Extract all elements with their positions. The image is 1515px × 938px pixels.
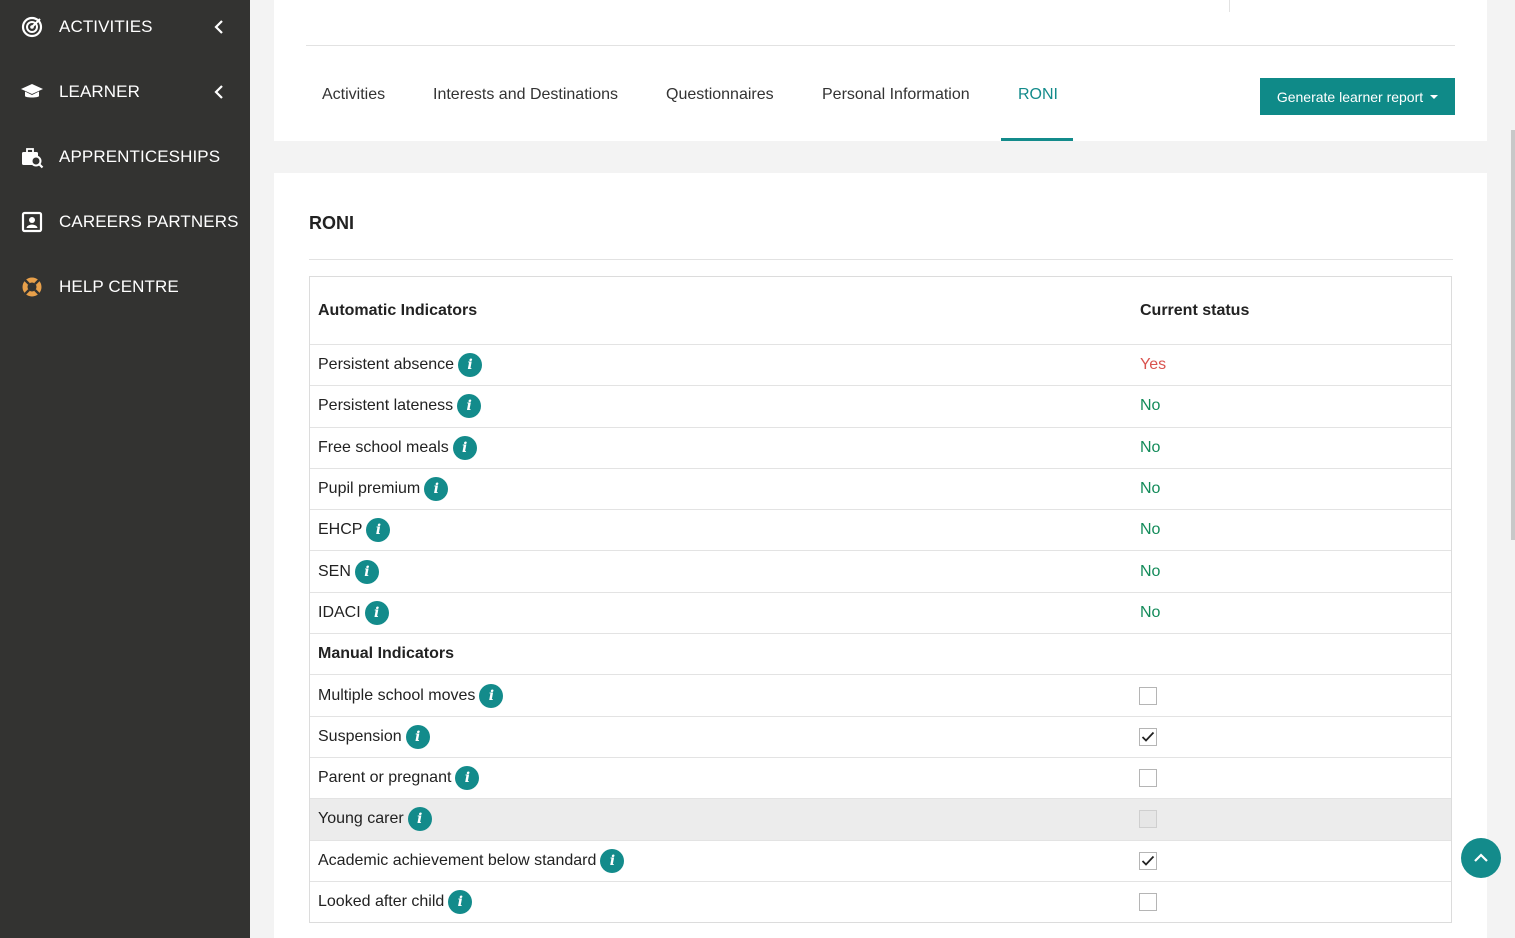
- info-icon[interactable]: i: [479, 684, 503, 708]
- chevron-left-icon: [212, 85, 226, 99]
- generate-learner-report-label: Generate learner report: [1276, 88, 1424, 105]
- briefcase-search-icon: [20, 145, 44, 169]
- divider: [1229, 0, 1230, 12]
- info-icon[interactable]: i: [424, 477, 448, 501]
- column-header-status: Current status: [1140, 301, 1250, 319]
- table-row: [310, 509, 1451, 550]
- table-row: [310, 840, 1451, 881]
- table-row: [310, 674, 1451, 715]
- status-value: No: [1140, 480, 1161, 498]
- indicator-text: SEN: [318, 562, 351, 580]
- indicator-label: [318, 807, 432, 831]
- info-icon[interactable]: i: [600, 849, 624, 873]
- learner-header-card: [274, 0, 1487, 141]
- table-row: [310, 427, 1451, 468]
- indicator-text: Suspension: [318, 727, 402, 745]
- info-icon[interactable]: i: [458, 353, 482, 377]
- indicator-text: Free school meals: [318, 438, 449, 456]
- info-icon[interactable]: i: [355, 560, 379, 584]
- indicator-text: Pupil premium: [318, 480, 421, 498]
- indicator-label: [318, 890, 472, 914]
- indicator-checkbox[interactable]: [1139, 728, 1157, 746]
- indicator-text: IDACI: [318, 603, 361, 621]
- manual-indicators-header-row: [310, 633, 1451, 674]
- indicator-label: [318, 725, 430, 749]
- info-icon[interactable]: i: [448, 890, 472, 914]
- table-row: [310, 385, 1451, 426]
- status-value: No: [1140, 603, 1161, 621]
- sidebar-item-careers-partners[interactable]: [0, 202, 250, 242]
- scroll-to-top-button[interactable]: [1461, 838, 1501, 878]
- info-icon[interactable]: i: [457, 394, 481, 418]
- info-icon[interactable]: i: [408, 807, 432, 831]
- sidebar-item-label: HELP CENTRE: [59, 277, 179, 296]
- indicator-text: EHCP: [318, 521, 363, 539]
- indicator-text: Persistent absence: [318, 356, 455, 374]
- sidebar: [0, 0, 250, 938]
- tab-personal-information[interactable]: Personal Information: [822, 86, 970, 103]
- sidebar-item-help-centre[interactable]: [0, 267, 250, 307]
- indicator-text: Parent or pregnant: [318, 769, 452, 787]
- indicator-label: [318, 436, 477, 460]
- indicator-label: [318, 560, 379, 584]
- indicator-label: [318, 766, 479, 790]
- scrollbar[interactable]: [1511, 130, 1515, 540]
- checkmark-icon: [1141, 855, 1155, 867]
- indicator-text: Persistent lateness: [318, 397, 454, 415]
- contact-card-icon: [20, 210, 44, 234]
- divider: [306, 45, 1455, 46]
- table-row: [310, 550, 1451, 591]
- indicator-checkbox[interactable]: [1139, 769, 1157, 787]
- sidebar-item-label: LEARNER: [59, 82, 141, 101]
- status-value: Yes: [1140, 356, 1167, 374]
- caret-down-icon: [1430, 95, 1438, 99]
- sidebar-item-apprenticeships[interactable]: [0, 137, 250, 177]
- info-icon[interactable]: i: [366, 518, 390, 542]
- status-value: No: [1140, 562, 1161, 580]
- tab-activities[interactable]: Activities: [322, 86, 386, 103]
- indicator-checkbox[interactable]: [1139, 852, 1157, 870]
- tab-roni[interactable]: RONI: [1018, 86, 1058, 103]
- status-value: No: [1140, 397, 1161, 415]
- table-row: [310, 798, 1451, 839]
- indicator-label: [318, 684, 503, 708]
- section-title: RONI: [309, 213, 354, 233]
- checkmark-icon: [1141, 731, 1155, 743]
- indicator-label: [318, 394, 481, 418]
- tab-questionnaires[interactable]: Questionnaires: [666, 86, 774, 103]
- indicator-checkbox[interactable]: [1139, 687, 1157, 705]
- sidebar-item-learner[interactable]: [0, 72, 250, 112]
- table-row: [310, 881, 1451, 922]
- indicator-text: Multiple school moves: [318, 686, 476, 704]
- indicator-checkbox[interactable]: [1139, 893, 1157, 911]
- chevron-up-icon: [1473, 853, 1489, 863]
- indicator-checkbox[interactable]: [1139, 810, 1157, 828]
- table-header-row: [310, 277, 1451, 344]
- info-icon[interactable]: i: [453, 436, 477, 460]
- divider: [309, 259, 1453, 260]
- roni-table: [309, 276, 1452, 923]
- manual-indicators-heading: Manual Indicators: [318, 645, 455, 663]
- sidebar-item-label: APPRENTICESHIPS: [59, 147, 221, 166]
- chevron-left-icon: [212, 20, 226, 34]
- sidebar-item-activities[interactable]: [0, 7, 250, 47]
- status-value: No: [1140, 521, 1161, 539]
- indicator-label: [318, 601, 389, 625]
- indicator-text: Looked after child: [318, 893, 445, 910]
- active-tab-indicator: [1001, 138, 1073, 141]
- info-icon[interactable]: i: [406, 725, 430, 749]
- indicator-text: Young carer: [318, 810, 404, 828]
- table-row: [310, 592, 1451, 633]
- table-row: [310, 757, 1451, 798]
- tab-interests-and-destinations[interactable]: Interests and Destinations: [433, 86, 618, 103]
- generate-learner-report-button[interactable]: [1260, 78, 1455, 115]
- indicator-label: [318, 518, 390, 542]
- graduation-cap-icon: [20, 80, 44, 104]
- info-icon[interactable]: i: [455, 766, 479, 790]
- table-row: [310, 344, 1451, 385]
- sidebar-item-label: CAREERS PARTNERS: [59, 212, 239, 231]
- indicator-text: Academic achievement below standard: [318, 851, 597, 869]
- indicator-label: [318, 353, 482, 377]
- table-row: [310, 716, 1451, 757]
- indicator-label: [318, 849, 624, 873]
- sidebar-item-label: ACTIVITIES: [59, 17, 153, 36]
- column-header-indicators: Automatic Indicators: [318, 301, 478, 319]
- info-icon[interactable]: i: [365, 601, 389, 625]
- status-value: No: [1140, 438, 1161, 456]
- table-row: [310, 468, 1451, 509]
- target-icon: [20, 15, 44, 39]
- lifebuoy-icon: [20, 275, 44, 299]
- indicator-label: [318, 477, 448, 501]
